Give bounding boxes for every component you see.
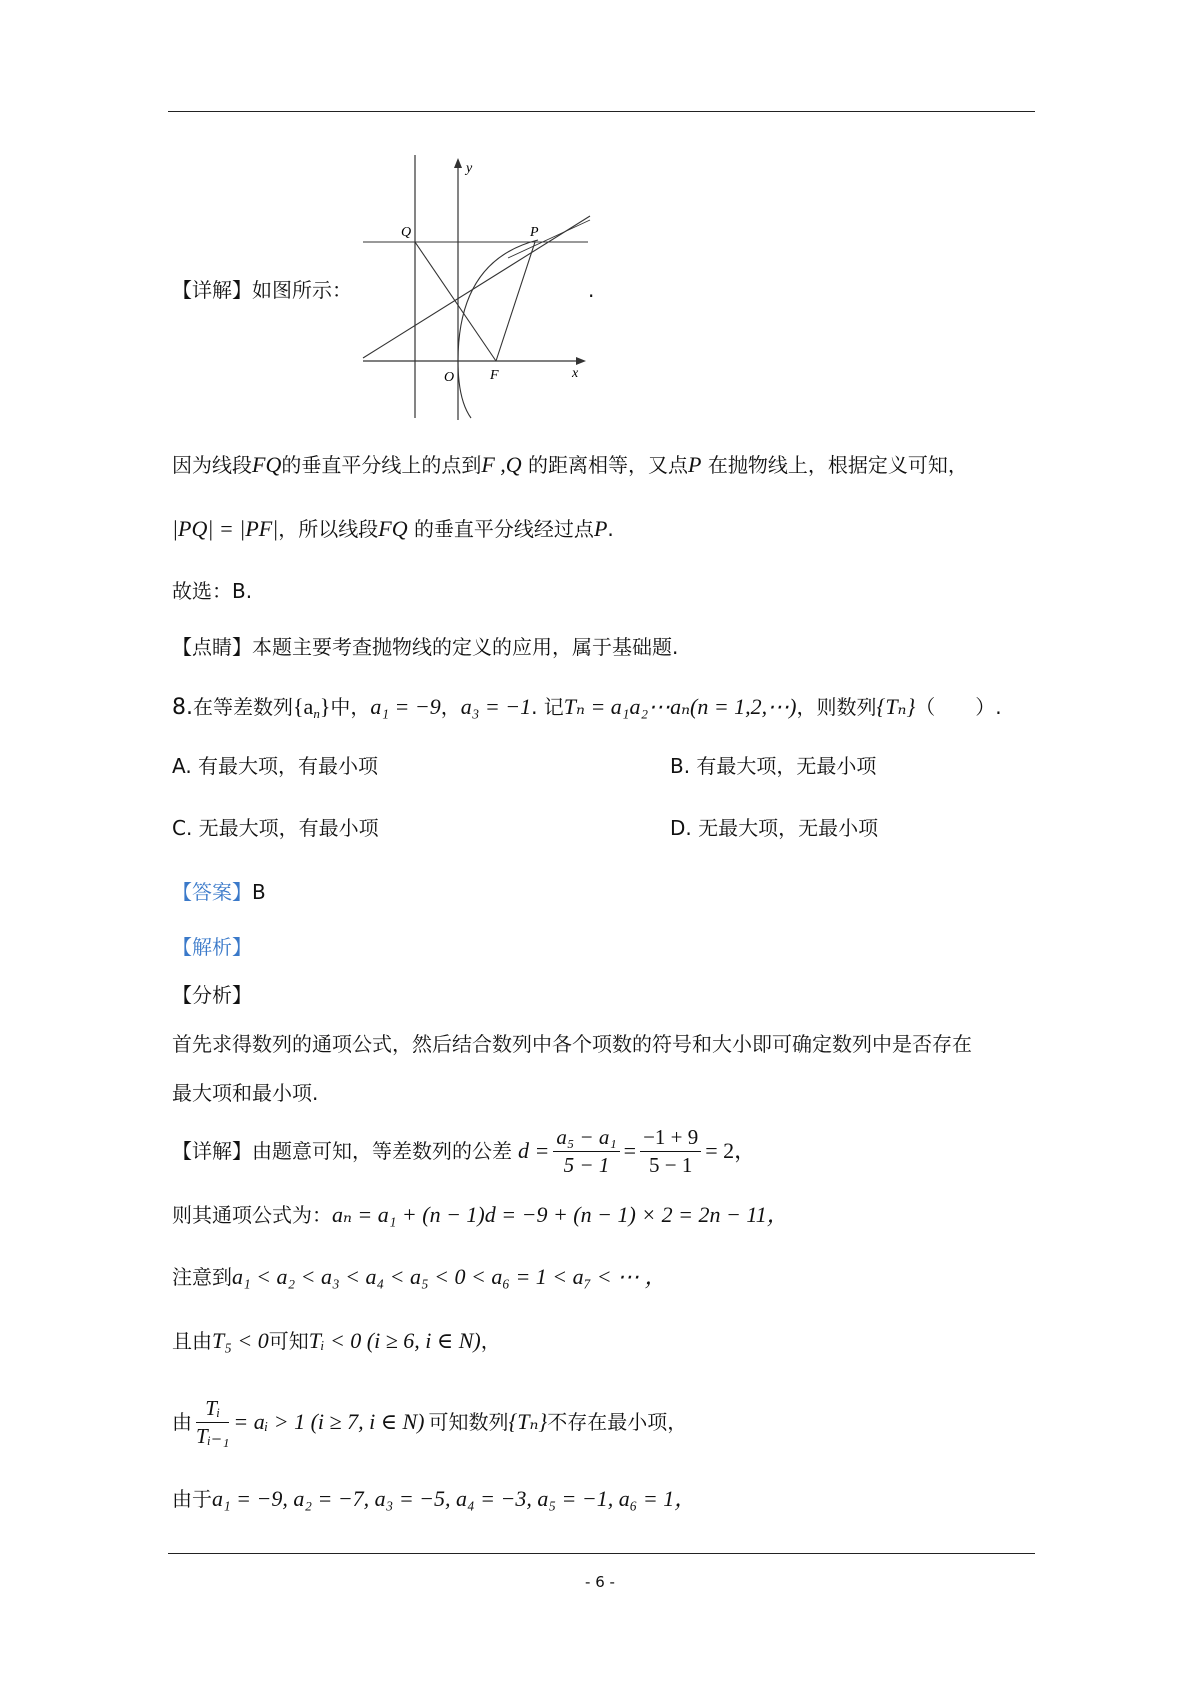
analysis-label: 【解析】 bbox=[172, 935, 252, 959]
text: 由于 bbox=[172, 1487, 212, 1511]
text: 中， bbox=[330, 695, 371, 719]
answer-label: 【答案】 bbox=[172, 880, 252, 904]
fenxi-label: 【分析】 bbox=[172, 983, 252, 1007]
math-general-term: aₙ = a₁ + (n − 1)d = −9 + (n − 1) × 2 = 2n − 11， bbox=[332, 1202, 789, 1227]
math-p: P bbox=[593, 516, 608, 541]
math-ratio: = aᵢ > 1 (i ≥ 7, i ∈ N) bbox=[233, 1409, 425, 1434]
math-f-q: F ,Q bbox=[481, 452, 522, 477]
fraction-1 bbox=[553, 1124, 619, 1177]
fraction-1-num: a₅ − a₁ bbox=[553, 1127, 619, 1152]
answer-line bbox=[172, 882, 266, 902]
text: 的垂直平分线上的点到 bbox=[281, 453, 482, 477]
math-tseq: {Tₙ} bbox=[508, 1409, 548, 1434]
text: 注意到 bbox=[172, 1265, 232, 1289]
math-ti: Tᵢ < 0 (i ≥ 6, i ∈ N) bbox=[308, 1328, 481, 1353]
option-b: B. 有最大项，无最小项 bbox=[670, 754, 877, 778]
question-number: 8. bbox=[172, 695, 193, 720]
text: ，则数列 bbox=[796, 695, 877, 719]
text: 由 bbox=[172, 1410, 192, 1434]
math-t5: T₅ < 0 bbox=[212, 1328, 269, 1353]
seq-close: } bbox=[319, 694, 331, 719]
ratio-den: Tᵢ₋₁ bbox=[196, 1423, 230, 1448]
math-tail: = 2， bbox=[705, 1138, 757, 1163]
math-fq: FQ bbox=[378, 516, 408, 541]
text: 的距离相等，又点 bbox=[528, 453, 689, 477]
fraction-1-den: 5 − 1 bbox=[563, 1152, 610, 1177]
label-q: Q bbox=[401, 225, 412, 240]
text: 在等差数列 bbox=[193, 695, 293, 719]
values-line bbox=[172, 1488, 696, 1510]
segment-pf bbox=[496, 242, 535, 361]
question-8 bbox=[172, 696, 1002, 720]
label-o: O bbox=[444, 370, 455, 385]
option-d: D. 无最大项，无最小项 bbox=[670, 816, 879, 840]
text: ， bbox=[480, 1329, 501, 1353]
bisector-line bbox=[363, 216, 590, 358]
option-c: C. 无最大项，有最小项 bbox=[172, 816, 379, 840]
math-fq: FQ bbox=[252, 452, 282, 477]
text: 在抛物线上，根据定义可知， bbox=[707, 453, 968, 477]
general-term-line bbox=[172, 1204, 789, 1226]
detail-label: 【详解】如图所示： bbox=[172, 278, 352, 302]
answer-value: B bbox=[252, 880, 266, 904]
choice-line: 故选：B. bbox=[172, 579, 253, 603]
text: . bbox=[607, 517, 614, 541]
detail-line bbox=[172, 1120, 756, 1182]
figure-dot: . bbox=[588, 278, 595, 302]
math-eq: = bbox=[623, 1138, 637, 1163]
label-y: y bbox=[466, 161, 473, 176]
math-tn: Tₙ = a₁a₂⋯aₙ(n = 1,2,⋯) bbox=[563, 694, 797, 719]
label-f: F bbox=[490, 368, 499, 383]
header-rule bbox=[168, 111, 1035, 112]
parabola-figure bbox=[358, 150, 598, 420]
reason-line-1 bbox=[172, 454, 968, 476]
text: ，所以线段 bbox=[278, 517, 379, 541]
text: 可知数列 bbox=[428, 1410, 509, 1434]
ratio-fraction bbox=[196, 1395, 230, 1448]
math-tseq: {Tₙ} bbox=[876, 694, 916, 719]
condition-line bbox=[172, 1330, 501, 1352]
ratio-line bbox=[172, 1390, 687, 1454]
math-values: a₁ = −9, a₂ = −7, a₃ = −5, a₄ = −3, a₅ = −1, a₆ = 1， bbox=[212, 1486, 697, 1511]
option-a: A. 有最大项，有最小项 bbox=[172, 754, 379, 778]
footer-rule bbox=[168, 1553, 1035, 1554]
text: 的垂直平分线经过点 bbox=[413, 517, 594, 541]
ratio-num: Tᵢ bbox=[196, 1398, 229, 1423]
text: 不存在最小项， bbox=[547, 1410, 688, 1434]
math-inequality-chain: a₁ < a₂ < a₃ < a₄ < a₅ < 0 < a₆ = 1 < a₇ < ⋯ ， bbox=[232, 1264, 667, 1289]
reason-line-2 bbox=[172, 518, 614, 540]
math-pq-eq-pf: |PQ| = |PF| bbox=[172, 516, 279, 541]
seq-sub: n bbox=[313, 706, 320, 721]
y-axis-arrow bbox=[454, 158, 462, 168]
math-d: d = bbox=[518, 1138, 550, 1163]
text: 可知 bbox=[268, 1329, 309, 1353]
figure-caption-line bbox=[172, 280, 352, 300]
text: 则其通项公式为： bbox=[172, 1203, 332, 1227]
seq-open: {a bbox=[293, 694, 314, 719]
fraction-2-num: −1 + 9 bbox=[640, 1127, 701, 1152]
text: 因为线段 bbox=[172, 453, 252, 477]
text: . 记 bbox=[531, 695, 564, 719]
label-p: P bbox=[530, 225, 539, 240]
x-axis-arrow bbox=[576, 357, 586, 365]
math-p: P bbox=[688, 452, 702, 477]
math-a3: a₃ = −1 bbox=[460, 694, 532, 719]
page-number: - 6 - bbox=[585, 1573, 615, 1591]
fenxi-text-2: 最大项和最小项. bbox=[172, 1081, 319, 1105]
parabola-curve bbox=[458, 240, 538, 418]
text: 且由 bbox=[172, 1329, 212, 1353]
fraction-2-den: 5 − 1 bbox=[648, 1152, 693, 1177]
fenxi-text-1: 首先求得数列的通项公式，然后结合数列中各个项数的符号和大小即可确定数列中是否存在 bbox=[172, 1032, 972, 1056]
text: ， bbox=[440, 695, 461, 719]
bisector-line-2 bbox=[508, 220, 590, 258]
segment-qf bbox=[415, 242, 496, 361]
fraction-2 bbox=[640, 1124, 701, 1177]
text: （ ）. bbox=[915, 695, 1002, 719]
note-line bbox=[172, 1266, 667, 1288]
sequence-an bbox=[293, 694, 330, 719]
math-a1: a₁ = −9 bbox=[370, 694, 441, 719]
label-x: x bbox=[572, 366, 579, 381]
detail-label: 【详解】由题意可知，等差数列的公差 bbox=[172, 1139, 512, 1163]
comment-line: 【点睛】本题主要考查抛物线的定义的应用，属于基础题. bbox=[172, 635, 679, 659]
